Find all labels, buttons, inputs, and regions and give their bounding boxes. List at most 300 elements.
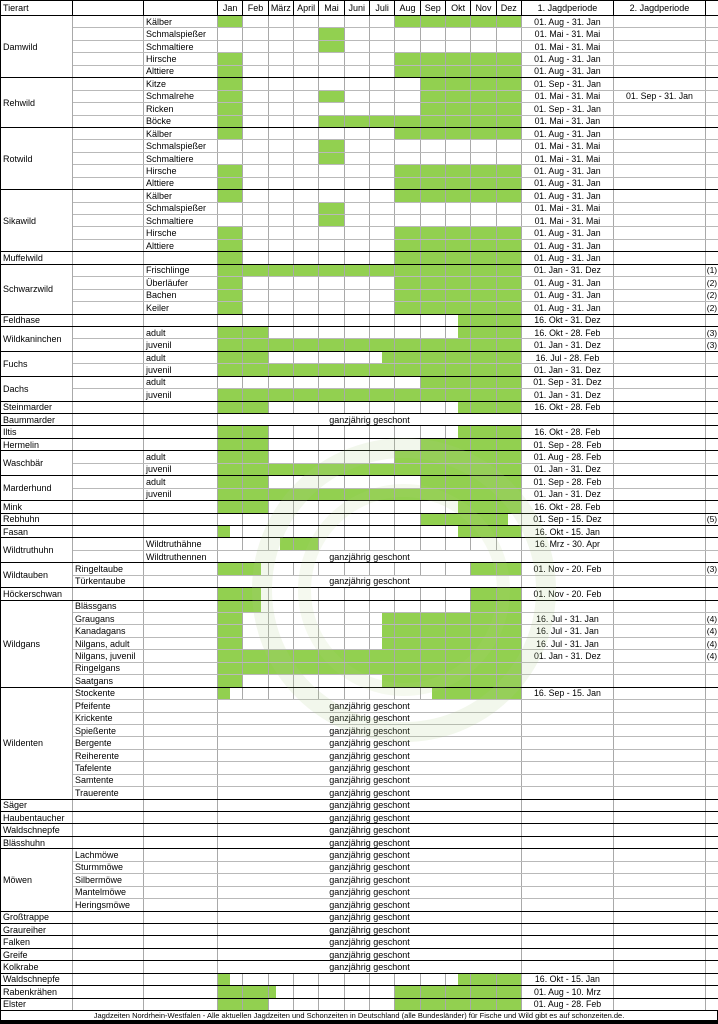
period1-cell: 01. Aug - 31. Jan bbox=[521, 127, 613, 139]
month-cell bbox=[369, 401, 394, 413]
month-cell bbox=[471, 513, 496, 525]
season-bar bbox=[294, 489, 318, 500]
period2-cell bbox=[613, 799, 705, 811]
month-cell bbox=[344, 625, 369, 637]
season-bar bbox=[458, 402, 471, 413]
note-cell bbox=[705, 525, 718, 537]
closed-season-cell: ganzjährig geschont bbox=[218, 575, 522, 587]
period1-cell: 01. Mai - 31. Mai bbox=[521, 90, 613, 102]
season-bar bbox=[269, 650, 293, 661]
season-bar bbox=[421, 389, 445, 400]
subtype-cell bbox=[144, 911, 218, 923]
month-cell bbox=[369, 239, 394, 251]
subgroup-cell bbox=[73, 326, 144, 338]
month-cell bbox=[369, 687, 394, 699]
month-cell bbox=[344, 264, 369, 276]
month-cell bbox=[395, 986, 420, 998]
subgroup-cell bbox=[73, 588, 144, 600]
month-cell bbox=[218, 563, 243, 575]
period1-cell bbox=[521, 712, 613, 724]
period1-cell: 01. Jan - 31. Dez bbox=[521, 488, 613, 500]
subgroup-cell: Blässgans bbox=[73, 600, 144, 612]
season-bar bbox=[243, 663, 267, 674]
table-row bbox=[1, 662, 718, 674]
period2-cell bbox=[613, 127, 705, 139]
month-cell bbox=[243, 152, 268, 164]
season-bar bbox=[218, 103, 242, 114]
month-cell bbox=[496, 115, 521, 127]
month-cell bbox=[319, 501, 344, 513]
season-bar bbox=[497, 364, 521, 375]
month-cell bbox=[420, 264, 445, 276]
month-cell bbox=[471, 538, 496, 550]
season-bar bbox=[269, 663, 293, 674]
season-bar bbox=[421, 638, 445, 649]
period2-cell bbox=[613, 215, 705, 227]
season-bar bbox=[497, 128, 521, 139]
season-bar bbox=[497, 339, 521, 350]
month-cell bbox=[369, 675, 394, 687]
month-cell bbox=[395, 538, 420, 550]
table-row bbox=[1, 998, 718, 1010]
season-bar bbox=[218, 638, 242, 649]
season-bar bbox=[446, 240, 470, 251]
month-cell bbox=[218, 476, 243, 488]
note-cell bbox=[705, 414, 718, 426]
period2-cell bbox=[613, 687, 705, 699]
subtype-cell bbox=[144, 588, 218, 600]
month-cell bbox=[319, 973, 344, 985]
table-row bbox=[1, 140, 718, 152]
subgroup-cell: Bergente bbox=[73, 737, 144, 749]
season-bar bbox=[471, 277, 495, 288]
period2-cell bbox=[613, 899, 705, 911]
subtype-cell bbox=[144, 886, 218, 898]
subgroup-cell bbox=[73, 501, 144, 513]
period1-cell: 01. Aug - 31. Jan bbox=[521, 165, 613, 177]
table-row bbox=[1, 563, 718, 575]
month-cell bbox=[243, 140, 268, 152]
season-bar bbox=[446, 66, 470, 77]
subgroup-cell bbox=[73, 152, 144, 164]
month-cell bbox=[445, 227, 470, 239]
month-cell bbox=[471, 426, 496, 438]
season-bar bbox=[446, 439, 470, 450]
subtype-cell bbox=[144, 899, 218, 911]
month-cell bbox=[218, 438, 243, 450]
subtype-cell bbox=[144, 774, 218, 786]
month-cell bbox=[268, 588, 293, 600]
month-cell bbox=[496, 65, 521, 77]
subgroup-cell bbox=[73, 78, 144, 90]
month-cell bbox=[268, 302, 293, 314]
subgroup-cell bbox=[73, 836, 144, 848]
note-cell bbox=[705, 762, 718, 774]
month-cell bbox=[445, 314, 470, 326]
month-cell bbox=[319, 90, 344, 102]
month-cell bbox=[445, 389, 470, 401]
subgroup-cell: Kanadagans bbox=[73, 625, 144, 637]
month-cell bbox=[420, 90, 445, 102]
month-cell bbox=[319, 78, 344, 90]
season-bar bbox=[421, 78, 445, 89]
month-cell bbox=[395, 339, 420, 351]
subgroup-cell bbox=[73, 376, 144, 388]
month-cell bbox=[395, 451, 420, 463]
note-cell bbox=[705, 737, 718, 749]
season-bar bbox=[421, 476, 445, 487]
subgroup-cell bbox=[73, 799, 144, 811]
month-cell bbox=[395, 476, 420, 488]
season-bar bbox=[497, 974, 521, 985]
closed-season-cell: ganzjährig geschont bbox=[218, 812, 522, 824]
species-group-cell: Wildtruthuhn bbox=[1, 538, 73, 563]
month-cell bbox=[420, 488, 445, 500]
season-bar bbox=[218, 999, 242, 1010]
month-cell bbox=[344, 239, 369, 251]
season-bar bbox=[243, 999, 267, 1010]
table-row bbox=[1, 911, 718, 923]
month-cell bbox=[445, 152, 470, 164]
period2-cell bbox=[613, 662, 705, 674]
note-cell bbox=[705, 239, 718, 251]
month-cell bbox=[369, 351, 394, 363]
subtype-cell: Schmaltiere bbox=[144, 215, 218, 227]
note-cell: (4) bbox=[706, 651, 718, 662]
note-cell bbox=[705, 115, 718, 127]
table-row bbox=[1, 438, 718, 450]
month-cell bbox=[268, 339, 293, 351]
month-cell bbox=[243, 53, 268, 65]
season-bar bbox=[471, 476, 495, 487]
period1-header-cell: 1. Jagdperiode bbox=[521, 1, 613, 16]
table-row bbox=[1, 513, 718, 525]
season-bar bbox=[395, 464, 419, 475]
closed-season-cell: ganzjährig geschont bbox=[218, 849, 522, 861]
subgroup-cell: Nilgans, juvenil bbox=[73, 650, 144, 662]
season-bar bbox=[243, 364, 267, 375]
month-cell bbox=[395, 103, 420, 115]
month-cell bbox=[319, 227, 344, 239]
month-cell bbox=[319, 438, 344, 450]
season-bar bbox=[421, 986, 445, 997]
season-bar bbox=[497, 377, 521, 388]
month-cell bbox=[293, 426, 318, 438]
month-cell bbox=[471, 625, 496, 637]
season-bar bbox=[395, 290, 419, 301]
month-cell bbox=[395, 90, 420, 102]
month-cell bbox=[293, 127, 318, 139]
season-bar bbox=[497, 601, 521, 612]
subtype-cell bbox=[144, 600, 218, 612]
month-cell bbox=[369, 16, 394, 28]
season-bar bbox=[218, 476, 242, 487]
season-bar bbox=[497, 675, 521, 686]
month-cell bbox=[369, 488, 394, 500]
month-cell bbox=[496, 78, 521, 90]
season-bar bbox=[497, 302, 521, 313]
month-cell bbox=[319, 650, 344, 662]
season-bar bbox=[471, 302, 495, 313]
season-bar bbox=[421, 339, 445, 350]
season-bar bbox=[269, 364, 293, 375]
season-bar bbox=[497, 240, 521, 251]
period1-cell bbox=[521, 836, 613, 848]
month-cell bbox=[420, 289, 445, 301]
month-cell bbox=[319, 302, 344, 314]
month-cell bbox=[344, 637, 369, 649]
month-cell bbox=[496, 314, 521, 326]
month-cell bbox=[471, 389, 496, 401]
period1-cell bbox=[521, 874, 613, 886]
month-cell bbox=[218, 538, 243, 550]
month-cell bbox=[496, 637, 521, 649]
species-group-cell: Wildkaninchen bbox=[1, 326, 73, 351]
month-cell bbox=[319, 339, 344, 351]
season-bar bbox=[497, 501, 521, 512]
subgroup-cell: Tafelente bbox=[73, 762, 144, 774]
table-row bbox=[1, 824, 718, 836]
period2-cell bbox=[613, 339, 705, 351]
season-bar bbox=[497, 178, 521, 189]
month-cell bbox=[293, 177, 318, 189]
season-bar bbox=[446, 339, 470, 350]
species-group-cell: Hermelin bbox=[1, 438, 73, 450]
period1-cell bbox=[521, 774, 613, 786]
month-cell bbox=[471, 289, 496, 301]
period1-cell: 01. Jan - 31. Dez bbox=[521, 339, 613, 351]
month-cell bbox=[395, 16, 420, 28]
month-cell bbox=[471, 563, 496, 575]
table-row bbox=[1, 90, 718, 102]
subgroup-cell bbox=[73, 190, 144, 202]
period2-cell bbox=[613, 488, 705, 500]
period2-cell bbox=[613, 115, 705, 127]
month-cell bbox=[218, 998, 243, 1010]
month-cell bbox=[319, 239, 344, 251]
month-cell bbox=[369, 463, 394, 475]
season-bar bbox=[421, 464, 445, 475]
note-cell bbox=[705, 687, 718, 699]
month-cell bbox=[369, 40, 394, 52]
species-group-cell: Mink bbox=[1, 501, 73, 513]
month-cell bbox=[445, 364, 470, 376]
month-cell bbox=[395, 675, 420, 687]
month-cell bbox=[218, 973, 243, 985]
month-cell bbox=[319, 103, 344, 115]
season-bar bbox=[370, 464, 394, 475]
month-cell bbox=[420, 463, 445, 475]
month-cell bbox=[471, 986, 496, 998]
species-group-cell: Greife bbox=[1, 948, 73, 960]
month-cell bbox=[420, 600, 445, 612]
month-cell bbox=[369, 625, 394, 637]
month-cell bbox=[420, 376, 445, 388]
table-row bbox=[1, 165, 718, 177]
month-cell bbox=[268, 600, 293, 612]
month-cell bbox=[344, 177, 369, 189]
season-bar bbox=[243, 265, 267, 276]
month-cell bbox=[293, 662, 318, 674]
period1-cell: 01. Aug - 31. Jan bbox=[521, 227, 613, 239]
period1-cell bbox=[521, 849, 613, 861]
subtype-cell: juvenil bbox=[144, 364, 218, 376]
month-cell bbox=[369, 202, 394, 214]
period2-cell bbox=[613, 177, 705, 189]
season-bar bbox=[345, 265, 369, 276]
month-cell bbox=[293, 90, 318, 102]
month-cell bbox=[293, 513, 318, 525]
season-bar bbox=[471, 613, 495, 624]
table-row bbox=[1, 401, 718, 413]
period2-cell bbox=[613, 264, 705, 276]
month-cell bbox=[496, 326, 521, 338]
note-cell bbox=[705, 389, 718, 401]
month-cell bbox=[268, 227, 293, 239]
season-bar bbox=[421, 190, 445, 201]
month-cell bbox=[293, 339, 318, 351]
subtype-cell bbox=[144, 712, 218, 724]
month-cell bbox=[268, 140, 293, 152]
month-cell bbox=[218, 264, 243, 276]
month-cell bbox=[496, 501, 521, 513]
month-cell bbox=[369, 538, 394, 550]
month-cell bbox=[243, 127, 268, 139]
note-cell bbox=[705, 202, 718, 214]
closed-season-cell: ganzjährig geschont bbox=[218, 874, 522, 886]
species-group-cell: Feldhase bbox=[1, 314, 73, 326]
season-bar bbox=[218, 389, 242, 400]
month-cell bbox=[420, 637, 445, 649]
period1-cell: 01. Jan - 31. Dez bbox=[521, 389, 613, 401]
month-cell bbox=[420, 998, 445, 1010]
month-cell bbox=[319, 463, 344, 475]
season-bar bbox=[218, 190, 242, 201]
period1-cell: 01. Mai - 31. Mai bbox=[521, 28, 613, 40]
period1-cell bbox=[521, 961, 613, 973]
season-bar bbox=[382, 675, 395, 686]
month-cell bbox=[344, 190, 369, 202]
subtype-cell bbox=[144, 687, 218, 699]
season-bar bbox=[269, 489, 293, 500]
month-cell bbox=[369, 177, 394, 189]
month-cell bbox=[395, 40, 420, 52]
season-bar bbox=[218, 451, 242, 462]
month-cell bbox=[243, 339, 268, 351]
month-cell bbox=[420, 177, 445, 189]
month-cell bbox=[395, 364, 420, 376]
month-cell bbox=[218, 103, 243, 115]
month-cell bbox=[319, 165, 344, 177]
note-cell bbox=[705, 53, 718, 65]
season-bar bbox=[497, 277, 521, 288]
note-cell bbox=[705, 177, 718, 189]
month-cell bbox=[420, 451, 445, 463]
month-cell bbox=[471, 53, 496, 65]
note-cell bbox=[705, 314, 718, 326]
month-cell bbox=[471, 637, 496, 649]
month-cell bbox=[395, 190, 420, 202]
period1-cell: 01. Aug - 28. Feb bbox=[521, 998, 613, 1010]
species-group-cell: Fasan bbox=[1, 525, 73, 537]
subgroup-cell: Türkentaube bbox=[73, 575, 144, 587]
table-row bbox=[1, 861, 718, 873]
month-cell bbox=[496, 376, 521, 388]
month-cell bbox=[218, 16, 243, 28]
season-bar bbox=[471, 178, 495, 189]
month-cell bbox=[218, 389, 243, 401]
period1-cell: 01. Aug - 31. Jan bbox=[521, 277, 613, 289]
subtype-cell bbox=[144, 849, 218, 861]
month-cell bbox=[369, 302, 394, 314]
period2-cell bbox=[613, 438, 705, 450]
season-bar bbox=[497, 78, 521, 89]
table-row bbox=[1, 351, 718, 363]
season-bar bbox=[370, 489, 394, 500]
subgroup-cell bbox=[73, 513, 144, 525]
month-cell bbox=[344, 364, 369, 376]
period2-cell bbox=[613, 426, 705, 438]
month-cell bbox=[496, 127, 521, 139]
period1-cell: 01. Aug - 31. Jan bbox=[521, 53, 613, 65]
period2-cell bbox=[613, 550, 705, 562]
period1-cell: 01. Nov - 20. Feb bbox=[521, 563, 613, 575]
season-bar bbox=[243, 501, 267, 512]
month-cell bbox=[369, 637, 394, 649]
table-row bbox=[1, 986, 718, 998]
month-cell bbox=[445, 339, 470, 351]
subtype-cell: Alttiere bbox=[144, 65, 218, 77]
month-cell bbox=[319, 525, 344, 537]
month-cell bbox=[243, 438, 268, 450]
season-bar bbox=[421, 364, 445, 375]
month-cell bbox=[243, 613, 268, 625]
season-bar bbox=[243, 588, 260, 599]
subgroup-cell bbox=[73, 239, 144, 251]
subtype-cell: Hirsche bbox=[144, 165, 218, 177]
subtype-cell: Kälber bbox=[144, 127, 218, 139]
period2-cell bbox=[613, 886, 705, 898]
table-row bbox=[1, 724, 718, 736]
month-cell bbox=[268, 986, 293, 998]
season-bar bbox=[294, 650, 318, 661]
subgroup-cell bbox=[73, 550, 144, 562]
season-bar bbox=[446, 53, 470, 64]
season-bar bbox=[395, 252, 419, 263]
period2-cell bbox=[613, 451, 705, 463]
month-cell bbox=[420, 78, 445, 90]
period1-cell: 01. Sep - 28. Feb bbox=[521, 438, 613, 450]
month-cell bbox=[319, 637, 344, 649]
month-cell bbox=[420, 140, 445, 152]
month-cell bbox=[420, 401, 445, 413]
month-cell bbox=[496, 451, 521, 463]
month-cell bbox=[293, 16, 318, 28]
month-cell bbox=[218, 600, 243, 612]
season-bar bbox=[395, 240, 419, 251]
month-cell bbox=[496, 426, 521, 438]
month-cell bbox=[268, 190, 293, 202]
season-bar bbox=[458, 974, 471, 985]
season-bar bbox=[497, 91, 521, 102]
subtype-cell bbox=[144, 625, 218, 637]
note-cell bbox=[705, 749, 718, 761]
month-cell bbox=[268, 637, 293, 649]
month-cell bbox=[369, 600, 394, 612]
season-bar bbox=[471, 377, 495, 388]
species-group-cell: Möwen bbox=[1, 849, 73, 911]
season-bar bbox=[446, 514, 470, 525]
